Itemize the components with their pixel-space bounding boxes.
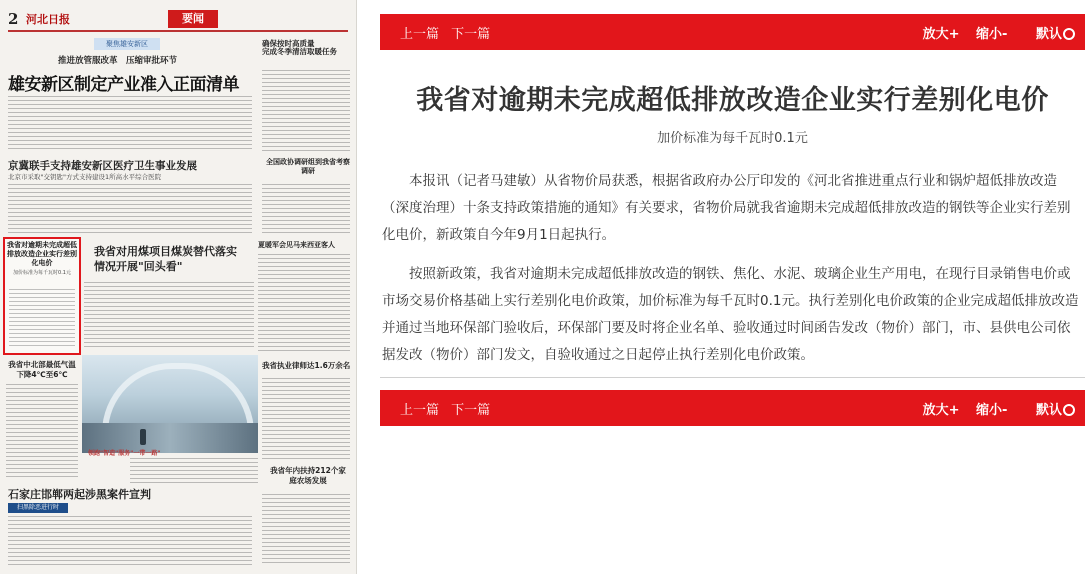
section-badge: 要闻 [168,10,218,28]
news-photo[interactable] [82,355,258,453]
article-nav [400,399,498,418]
article-pane [368,0,1086,574]
highlight-text-lines [9,289,75,349]
headline-4[interactable]: 石家庄邯郸两起涉黑案件宣判 [8,488,151,501]
highlighted-article-block[interactable] [3,237,81,355]
zoom-out-button[interactable]: 缩小- [976,27,1008,42]
newspaper-page-thumbnail[interactable] [0,0,357,574]
text-columns [258,254,350,354]
headline-2[interactable]: 京冀联手支持雄安新区医疗卫生事业发展 [8,160,197,172]
photo-caption: 领跑"智造"服务"一带一路" [88,450,161,457]
text-columns [262,184,350,234]
zoom-in-button[interactable]: 放大+ [922,403,960,418]
reset-size-label: 默认 [1035,403,1062,418]
article-subtitle: 加价标准为每千瓦时0.1元 [657,131,808,146]
circle-icon [1063,28,1075,40]
zoom-in-button[interactable]: 放大+ [922,27,960,42]
font-size-tools [911,23,1075,42]
photo-person [140,429,146,445]
zoom-out-button[interactable]: 缩小- [976,403,1008,418]
text-columns [84,282,254,350]
highlight-title: 我省对逾期未完成超低排放改造企业实行差别化电价 [7,241,77,267]
circle-icon [1063,404,1075,416]
prev-article-link[interactable]: 上一篇 [400,27,440,42]
text-columns [8,516,252,568]
article-paragraph: 按照新政策，我省对逾期未完成超低排放改造的钢铁、焦化、水泥、玻璃企业生产用电，在现行目录销售电价或市场交易价格基础上实行差别化电价政策，加价标准为每千瓦时0.1元。执行差别化电价政策的企业完成超低排放改造并通过当地环保部门验收后，环保部门要及时将企业名单、验收通过时间函告发改（物价）部门，市、县供电公司依据发改（物价）部门发文，自验收通过之日起停止执行差别化电价政策。 [382,266,1079,363]
masthead: 河北日报 [26,13,70,26]
article-toolbar-bottom [380,390,1085,426]
headline-main[interactable]: 雄安新区制定产业准入正面清单 [8,75,239,95]
side-headline-5[interactable]: 我省年内扶持212个家庭农场发展 [270,466,346,485]
headline-3[interactable]: 我省对用煤项目煤炭替代落实情况开展"回头看" [94,245,237,273]
article-toolbar-top [380,14,1085,50]
subhead-4: 扫黑除恶进行时 [8,503,68,513]
side-headline-1[interactable] [262,40,352,56]
text-columns [262,70,350,152]
font-size-tools [911,399,1075,418]
prev-article-link[interactable]: 上一篇 [400,403,440,418]
text-columns [262,378,350,460]
text-columns [8,96,252,152]
highlight-subtitle: 加价标准为每千瓦时0.1元 [13,270,71,276]
next-article-link[interactable]: 下一篇 [451,403,491,418]
next-article-link[interactable]: 下一篇 [451,27,491,42]
article-body [382,168,1082,381]
side-headline-4[interactable]: 我省执业律师达1.6万余名 [262,361,351,370]
article-title: 我省对逾期未完成超低排放改造企业实行差别化电价 [416,85,1049,116]
text-columns [262,494,350,566]
reset-size-button[interactable] [1024,27,1075,42]
side-headline-1-sub: 完成冬季清洁取暖任务 [262,47,337,56]
kicker-box: 聚焦雄安新区 [94,38,160,50]
article-paragraph: 本报讯（记者马建敏）从省物价局获悉，根据省政府办公厅印发的《河北省推进重点行业和锅炉超低排放改造（深度治理）十条支持政策措施的通知》有关要求，省物价局就我省逾期未完成超低排放改造的钢铁等企业实行差别化电价，新政策自今年9月1日起执行。 [382,173,1071,243]
subhead-2: 北京市采取"交钥匙"方式支持建设1所高水平综合医院 [8,173,162,181]
page-number: 2 [8,10,19,28]
reset-size-button[interactable] [1024,403,1075,418]
reset-size-label: 默认 [1035,27,1062,42]
left-mini-headline[interactable]: 我省中北部最低气温下降4℃至6℃ [8,360,76,379]
text-columns [8,184,252,234]
text-columns [6,384,78,480]
paper-header [8,10,348,32]
article-nav [400,23,498,42]
text-columns [130,458,258,484]
side-headline-2[interactable]: 全国政协调研组到我省考察调研 [266,158,350,175]
side-headline-1-title: 确保按时高质量 [262,39,315,48]
subhead-1: 推进放管服改革 压缩审批环节 [58,56,178,66]
side-headline-3[interactable]: 夏暖军会见马来西亚客人 [258,241,335,249]
divider [380,377,1085,378]
